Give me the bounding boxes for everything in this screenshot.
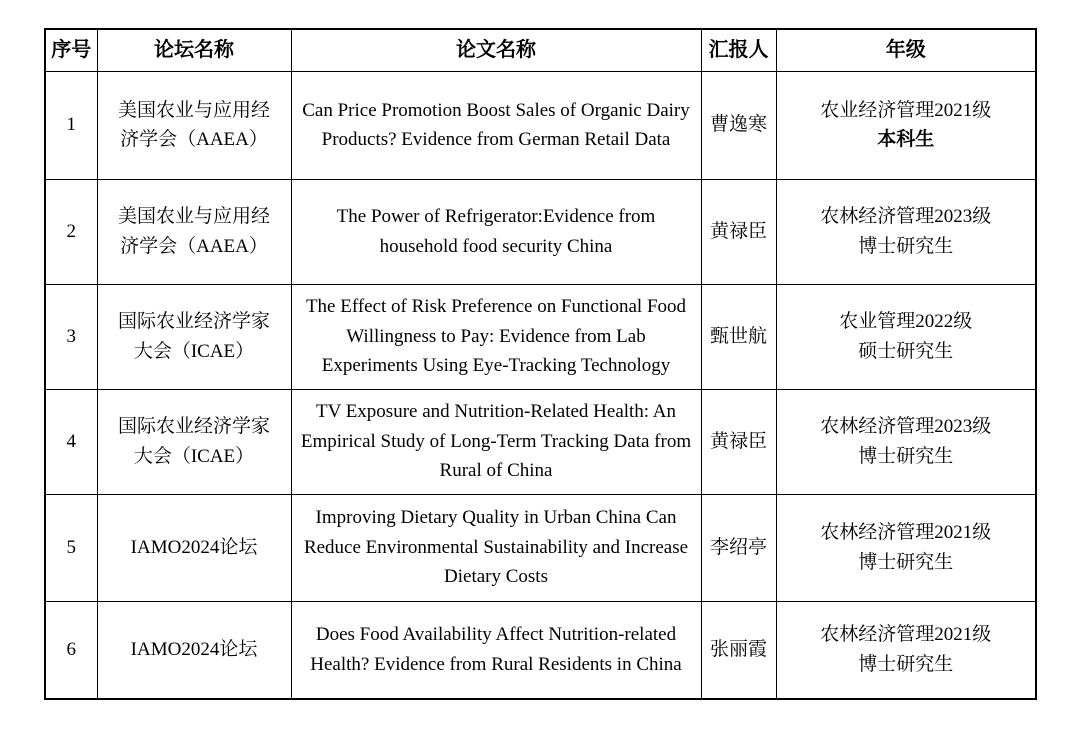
- forum-name: IAMO2024论坛: [97, 494, 291, 601]
- header-grade: 年级: [776, 29, 1036, 71]
- header-paper-name: 论文名称: [291, 29, 701, 71]
- table-row: [45, 284, 1036, 389]
- grade-degree: 博士研究生: [858, 445, 954, 467]
- table-row: [45, 389, 1036, 494]
- reporter-name: 黄禄臣: [701, 179, 776, 284]
- grade-cell: [776, 494, 1036, 601]
- reporter-name: 曹逸寒: [701, 71, 776, 179]
- paper-title: The Power of Refrigerator:Evidence from household food security China: [291, 179, 701, 284]
- grade-degree: 博士研究生: [858, 653, 954, 675]
- row-number: 1: [45, 71, 97, 179]
- grade-program: 农林经济管理2023级: [820, 206, 992, 228]
- grade-program: 农业管理2022级: [839, 311, 973, 333]
- grade-program: 农林经济管理2021级: [820, 624, 992, 646]
- header-no: 序号: [45, 29, 97, 71]
- row-number: 4: [45, 389, 97, 494]
- row-number: 5: [45, 494, 97, 601]
- forum-papers-table: [44, 28, 1037, 700]
- grade-program: 农林经济管理2021级: [820, 522, 992, 544]
- grade-cell: [776, 179, 1036, 284]
- paper-title: Improving Dietary Quality in Urban China Can Reduce Environmental Sustainability and Increase Dietary Costs: [291, 494, 701, 601]
- grade-program: 农业经济管理2021级: [820, 99, 992, 121]
- paper-title: Can Price Promotion Boost Sales of Organic Dairy Products? Evidence from German Retail Data: [291, 71, 701, 179]
- paper-title: TV Exposure and Nutrition-Related Health: An Empirical Study of Long-Term Tracking Data from Rural of China: [291, 389, 701, 494]
- header-reporter: 汇报人: [701, 29, 776, 71]
- forum-name: 国际农业经济学家大会（ICAE）: [97, 389, 291, 494]
- forum-name: IAMO2024论坛: [97, 601, 291, 699]
- grade-cell: [776, 601, 1036, 699]
- row-number: 2: [45, 179, 97, 284]
- table-row: [45, 179, 1036, 284]
- table-row: [45, 494, 1036, 601]
- grade-cell: [776, 71, 1036, 179]
- grade-degree: 博士研究生: [858, 235, 954, 257]
- forum-name: 美国农业与应用经济学会（AAEA）: [97, 71, 291, 179]
- reporter-name: 李绍亭: [701, 494, 776, 601]
- paper-title: The Effect of Risk Preference on Functional Food Willingness to Pay: Evidence from Lab Experiments Using Eye-Tracking Technology: [291, 284, 701, 389]
- grade-degree: 博士研究生: [858, 551, 954, 573]
- grade-degree: 本科生: [877, 129, 935, 150]
- header-forum-name: 论坛名称: [97, 29, 291, 71]
- row-number: 6: [45, 601, 97, 699]
- grade-degree: 硕士研究生: [858, 340, 954, 362]
- header-row: [45, 29, 1036, 71]
- forum-name: 美国农业与应用经济学会（AAEA）: [97, 179, 291, 284]
- grade-cell: [776, 389, 1036, 494]
- grade-program: 农林经济管理2023级: [820, 416, 992, 438]
- table-row: [45, 601, 1036, 699]
- reporter-name: 黄禄臣: [701, 389, 776, 494]
- table-row: [45, 71, 1036, 179]
- paper-title: Does Food Availability Affect Nutrition-related Health? Evidence from Rural Residents in China: [291, 601, 701, 699]
- grade-cell: [776, 284, 1036, 389]
- forum-name: 国际农业经济学家大会（ICAE）: [97, 284, 291, 389]
- row-number: 3: [45, 284, 97, 389]
- reporter-name: 甄世航: [701, 284, 776, 389]
- reporter-name: 张丽霞: [701, 601, 776, 699]
